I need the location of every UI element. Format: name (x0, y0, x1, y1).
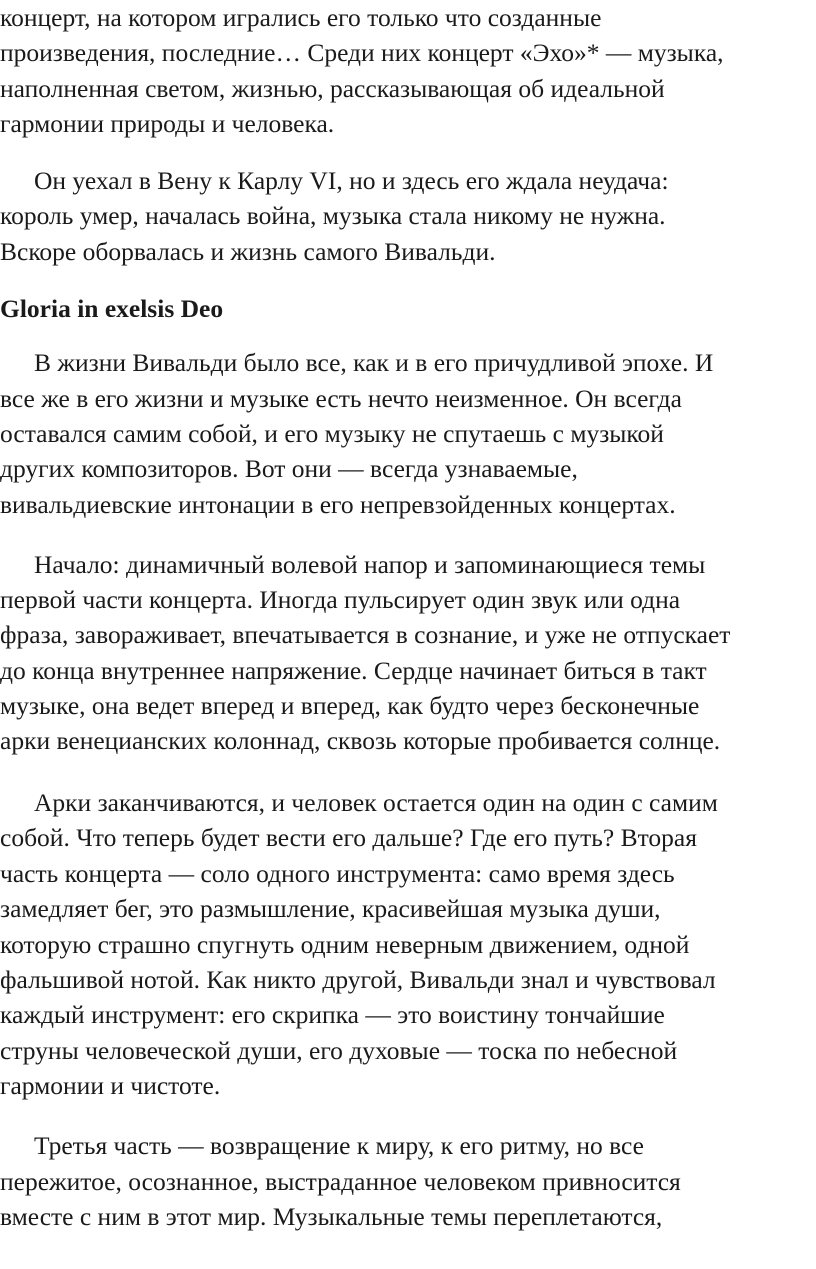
text-line: Вскоре оборвалась и жизнь самого Вивальди. (0, 237, 496, 266)
text-line: Арки заканчиваются, и человек остается один на один с самим (34, 788, 718, 817)
text-line: В жизни Вивальди было все, как и в его причудливой эпохе. И (34, 348, 714, 377)
text-line: Он уехал в Вену к Карлу VI, но и здесь его ждала неудача: (34, 166, 669, 195)
text-line: других композиторов. Вот они — всегда узнаваемые, (0, 454, 578, 483)
text-line: король умер, началась война, музыка стала никому не нужна. (0, 201, 666, 230)
text-line: фальшивой нотой. Как никто другой, Вивальди знал и чувствовал (0, 965, 716, 994)
text-line: Начало: динамичный волевой напор и запоминающиеся темы (34, 550, 706, 579)
text-line: пережитое, осознанное, выстраданное человеком привносится (0, 1167, 681, 1196)
text-line: вместе с ним в этот мир. Музыкальные темы переплетаются, (0, 1202, 663, 1231)
text-line: собой. Что теперь будет вести его дальше? Где его путь? Вторая (0, 823, 697, 852)
text-line: все же в его жизни и музыке есть нечто неизменное. Он всегда (0, 384, 682, 413)
text-line: которую страшно спугнуть одним неверным движением, одной (0, 930, 690, 959)
text-line: часть концерта — соло одного инструмента: само время здесь (0, 859, 675, 888)
text-line: каждый инструмент: его скрипка — это воистину тончайшие (0, 1000, 665, 1029)
text-line: фраза, завораживает, впечатывается в сознание, и уже не отпускает (0, 620, 731, 649)
text-line: первой части концерта. Иногда пульсирует один звук или одна (0, 585, 681, 614)
text-line: замедляет бег, это размышление, красивейшая музыка души, (0, 894, 661, 923)
text-line: гармонии природы и человека. (0, 109, 335, 138)
text-line: струны человеческой души, его духовые — тоска по небесной (0, 1036, 678, 1065)
text-line: вивальдиевские интонации в его непревзойденных концертах. (0, 490, 676, 519)
text-line: оставался самим собой, и его музыку не спутаешь с музыкой (0, 419, 664, 448)
text-line: до конца внутреннее напряжение. Сердце начинает биться в такт (0, 656, 707, 685)
text-line: произведения, последние… Среди них концерт «Эхо»* — музыка, (0, 38, 724, 67)
text-line: арки венецианских колоннад, сквозь которые пробивается солнце. (0, 726, 721, 755)
text-line: музыке, она ведет вперед и вперед, как будто через бесконечные (0, 691, 700, 720)
section-heading: Gloria in exelsis Deo (0, 294, 224, 323)
text-line: Третья часть — возвращение к миру, к его ритму, но все (34, 1131, 644, 1160)
text-line: концерт, на котором игрались его только что созданные (0, 3, 602, 32)
text-line: гармонии и чистоте. (0, 1071, 221, 1100)
text-line: наполненная светом, жизнью, рассказывающая об идеальной (0, 74, 665, 103)
